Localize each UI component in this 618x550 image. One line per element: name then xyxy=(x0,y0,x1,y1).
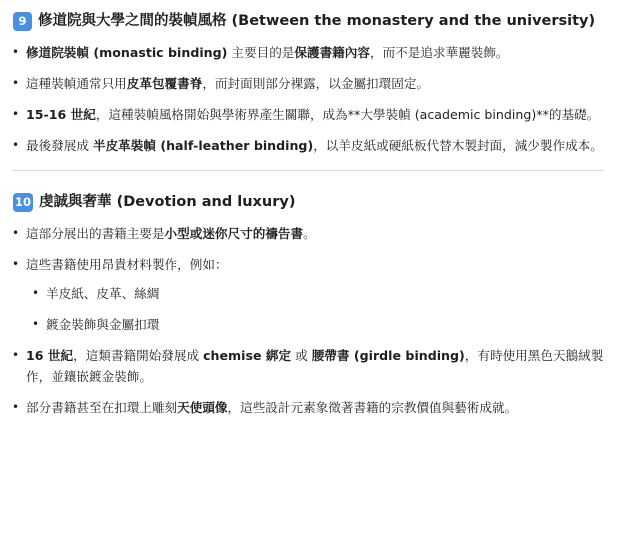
list-item: • 15-16 世紀，這種裝幀風格開始與學術界產生關聯，成為**大學裝幀 (academic binding)**的基礎。 xyxy=(10,104,604,125)
sub-list xyxy=(26,283,604,335)
number-9-badge-icon: 9 xyxy=(13,12,32,31)
sub-list-item: • 鍍金裝飾與金屬扣環 xyxy=(26,314,604,335)
bold-text: 保護書籍內容 xyxy=(294,45,370,60)
sub-list-item: • 羊皮紙、皮革、絲綢 xyxy=(26,283,604,304)
section-9-heading xyxy=(10,10,604,32)
bold-text: 16 世紀 xyxy=(26,348,74,363)
list-item: • 這種裝幀通常只用皮革包覆書脊，而封面則部分裸露，以金屬扣環固定。 xyxy=(10,73,604,94)
list-item: • 16 世紀，這類書籍開始發展成 chemise 綁定 或 腰帶書 (girdle binding)，有時使用黑色天鵝絨製作，並鑲嵌鍍金裝飾。 xyxy=(10,345,604,387)
list-item: • 這部分展出的書籍主要是小型或迷你尺寸的禱告書。 xyxy=(10,223,604,244)
section-9-title: 修道院與大學之間的裝幀風格 (Between the monastery and the university) xyxy=(38,13,596,29)
section-10-heading xyxy=(10,191,604,213)
list-item: • 部分書籍甚至在扣環上雕刻天使頭像，這些設計元素象徵著書籍的宗教價值與藝術成就。 xyxy=(10,397,604,418)
bold-text: 15-16 世紀 xyxy=(26,107,96,122)
section-10 xyxy=(10,191,604,418)
section-10-title: 虔誠與奢華 (Devotion and luxury) xyxy=(39,194,296,210)
bold-text: chemise 綁定 xyxy=(203,348,292,363)
section-10-list xyxy=(10,223,604,418)
bold-text: 天使頭像 xyxy=(177,400,228,415)
section-9-list xyxy=(10,42,604,156)
bold-text: 修道院裝幀 (monastic binding) xyxy=(26,45,228,60)
list-item-text: 這些書籍使用昂貴材料製作，例如： xyxy=(26,257,228,272)
number-10-badge-icon: 10 xyxy=(13,193,33,212)
section-divider xyxy=(12,170,604,171)
bold-text: 小型或迷你尺寸的禱告書 xyxy=(164,226,304,241)
list-item: • 修道院裝幀 (monastic binding) 主要目的是保護書籍內容，而不是追求華麗裝飾。 xyxy=(10,42,604,63)
bold-text: 皮革包覆書脊 xyxy=(126,76,203,91)
list-item: • 最後發展成 半皮革裝幀 (half-leather binding)，以羊皮紙或硬紙板代替木製封面，減少製作成本。 xyxy=(10,135,604,156)
list-item xyxy=(10,254,604,335)
bold-text: 腰帶書 (girdle binding) xyxy=(311,348,465,363)
bold-text: 半皮革裝幀 (half-leather binding) xyxy=(92,138,314,153)
section-9 xyxy=(10,10,604,156)
